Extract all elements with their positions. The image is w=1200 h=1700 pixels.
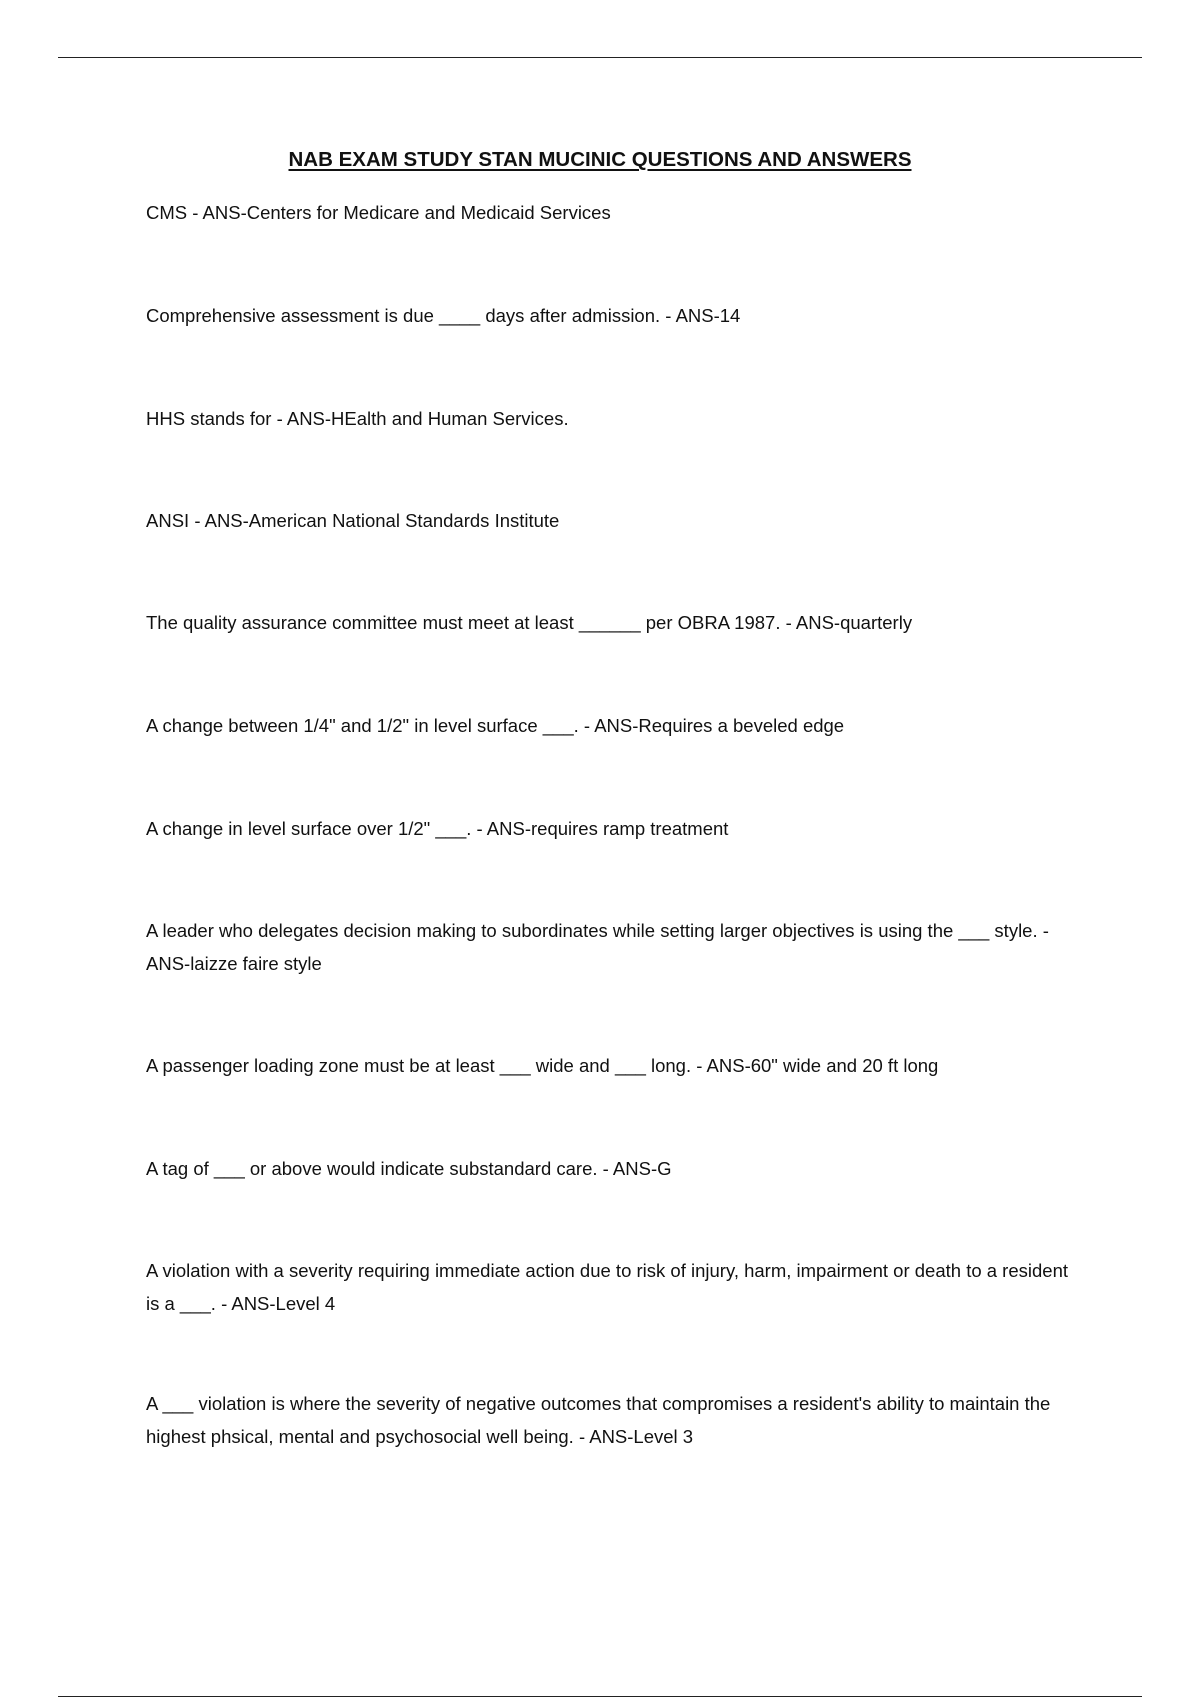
qa-item-passenger-loading-zone: A passenger loading zone must be at least ___ wide and ___ long. - ANS-60" wide and 20 ft long xyxy=(146,1055,939,1076)
qa-item-level-3-violation: A ___ violation is where the severity of negative outcomes that compromises a resident's ability to maintain the highest phsical, mental and psychosocial well being. - ANS-Level 3 xyxy=(146,1393,1051,1447)
qa-item-quality-assurance: The quality assurance committee must meet at least ______ per OBRA 1987. - ANS-quarterly xyxy=(146,612,913,633)
bottom-rule xyxy=(58,1696,1142,1697)
qa-item-ramp-treatment: A change in level surface over 1/2" ___. - ANS-requires ramp treatment xyxy=(146,818,729,839)
qa-item-ansi: ANSI - ANS-American National Standards Institute xyxy=(146,510,560,531)
qa-item-leadership-style: A leader who delegates decision making to subordinates while setting larger objectives is using the ___ style. - ANS-laizze faire style xyxy=(146,920,1049,974)
qa-item-cms: CMS - ANS-Centers for Medicare and Medicaid Services xyxy=(146,202,611,223)
document-title-text: NAB EXAM STUDY STAN MUCINIC QUESTIONS AND ANSWERS xyxy=(288,148,912,171)
qa-item-level-4-violation: A violation with a severity requiring immediate action due to risk of injury, harm, impairment or death to a resident is a ___. - ANS-Level 4 xyxy=(146,1260,1069,1314)
qa-item-beveled-edge: A change between 1/4" and 1/2" in level surface ___. - ANS-Requires a beveled edge xyxy=(146,715,845,736)
qa-item-comprehensive-assessment: Comprehensive assessment is due ____ days after admission. - ANS-14 xyxy=(146,305,741,326)
qa-item-tag-substandard-care: A tag of ___ or above would indicate substandard care. - ANS-G xyxy=(146,1158,672,1179)
document-title xyxy=(0,147,1200,173)
qa-item-hhs: HHS stands for - ANS-HEalth and Human Services. xyxy=(146,408,569,429)
top-rule xyxy=(58,57,1142,58)
